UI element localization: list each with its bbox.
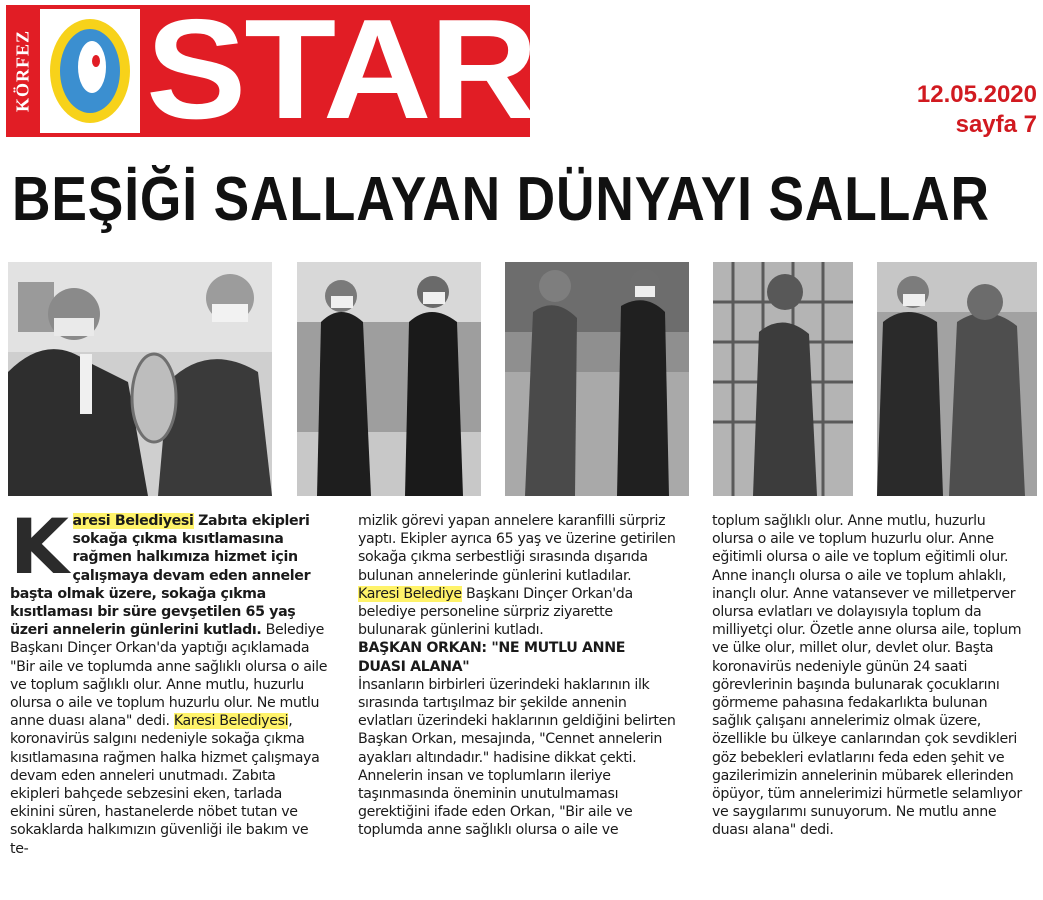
article-body: mizlik görevi yapan annelere karanfilli sürpriz yaptı. Ekipler ayrıca 65 yaş ve üzerine getirilen sokağa çıkma serbestliği sırasında dışarıda bulunan annelerinde günlerini kutladılar. <box>358 513 676 584</box>
article-body: toplum sağlıklı olur. Anne mutlu, huzurlu olursa o aile ve toplum huzurlu olur. Anne eğitimli olursa o aile ve toplum eğitimli olur. Anne inançlı olursa o aile ve toplum ahlaklı, inançlı olur. Anne vatansever ve milletperver olursa evlatları ve dolayısıyla toplum da milliyetçi olur. Özetle anne olursa aile, toplum ve ülke olur, millet olur, devlet olur. Başta koronavirüs nedeniyle günün 24 saati görevlerinin başında bulunarak çocuklarını görmeme pahasına fedakarlıkta bulunan sağlık çalışanı annelerimiz olmak üzere, özellikle bu ülkeye canlarından çok sevdikleri göz bebekleri evlatlarını feda eden şehit ve gazilerimizin annelerinin mübarek ellerinden öpüyor, tüm annelerimizi hürmetle selamlıyor ve saygılarımı sunuyorum. Ne mutlu anne duası alana" dedi. <box>712 513 1022 839</box>
logo-wordmark: STAR <box>146 0 537 149</box>
photo-woman-at-fence <box>713 262 853 496</box>
logo-side-text: KÖRFEZ <box>12 30 33 113</box>
issue-page: sayfa 7 <box>955 111 1037 138</box>
article-column-1 <box>10 502 328 858</box>
photo-mayor-with-woman <box>8 262 272 496</box>
issue-date: 12.05.2020 <box>916 81 1037 108</box>
article-body: İnsanların birbirleri üzerindeki haklarının ilk sırasında tartışılmaz bir şekilde annenin evlatları üzerindeki haklarının geldiğini belirten Başkan Orkan, mesajında, "Cennet annelerin ayakları altındadır." hadisine dikkat çekti. Annelerin insan ve toplumların ileriye taşınmasında öneminin unutulmaması gerektiğini ifade eden Orkan, "Bir aile ve toplumda anne sağlıklı olursa o aile ve <box>358 676 676 839</box>
article-body: , koronavirüs salgını nedeniyle sokağa çıkma kısıtlamasına rağmen halka hizmet çalışmaya devam eden anneleri unutmadı. Zabıta ekipleri bahçede sebzesini eken, tarlada ekinini süren, hastanelerde nöbet tutan ve sokaklarda halkımızın güvenliği ile bakım ve te- <box>10 713 320 857</box>
newspaper-logo <box>6 0 537 149</box>
photo-zabita-officers <box>297 262 481 496</box>
logo-emblem-icon <box>40 9 140 133</box>
photo-officer-with-elderly-woman <box>877 262 1037 496</box>
org-name-highlight: Karesi Belediyesi <box>173 713 289 730</box>
article-headline: BEŞİĞİ SALLAYAN DÜNYAYI SALLAR <box>12 165 990 234</box>
article-column-3 <box>712 512 1030 840</box>
issue-info <box>917 80 1037 140</box>
drop-cap: K <box>10 502 69 591</box>
logo-side-band <box>6 5 40 137</box>
article-body: Başkanı Dinçer Orkan'da belediye personeline sürpriz ziyarette bulunarak günlerini kutladı. <box>358 585 633 639</box>
org-name-highlight: Karesi Belediye <box>358 585 462 602</box>
photo-officer-with-farmer <box>505 262 689 496</box>
article-body: Belediye Başkanı Dinçer Orkan'da yaptığı açıklamada "Bir aile ve toplumda anne sağlıklı olursa o aile ve toplum sağlıklı olur. Anne mutlu, huzurlu olursa o aile ve toplum huzurlu olur. Ne mutlu anne duası alana" dedi. <box>10 622 328 730</box>
org-name-highlight: aresi Belediyesi <box>72 513 194 529</box>
article-subheading: BAŞKAN ORKAN: "NE MUTLU ANNE DUASI ALANA" <box>358 640 626 675</box>
article-lead: Zabıta ekipleri sokağa çıkma kısıtlamasına rağmen halkımıza hizmet için çalışmaya devam eden anneler başta olmak üzere, sokağa çıkma kısıtlaması bir süre gevşetilen 65 yaş üzeri annelerin günlerini kutladı. <box>10 513 311 639</box>
article-column-2 <box>358 512 676 840</box>
